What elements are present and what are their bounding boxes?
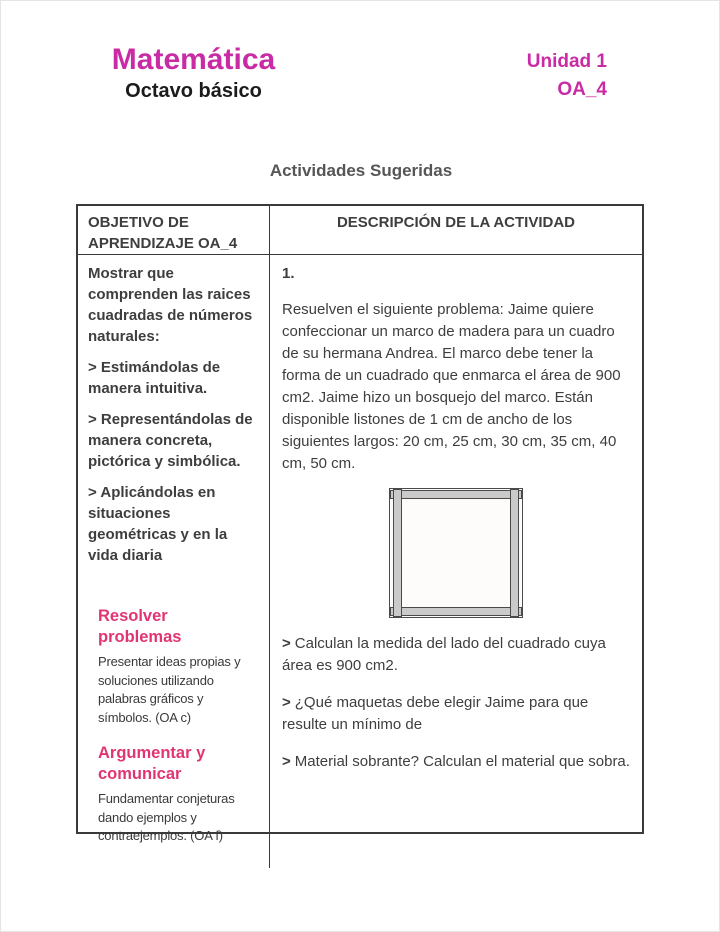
task-marker: > xyxy=(282,753,291,770)
skill-text-resolver-problemas: Presentar ideas propias y soluciones utilizando palabras gráficos y símbolos. (OA c) xyxy=(98,654,241,725)
frame-left-strip xyxy=(393,489,402,617)
task-text: Material sobrante? Calculan el material que sobra. xyxy=(294,753,630,770)
description-column-header: DESCRIPCIÓN DE LA ACTIVIDAD xyxy=(270,206,642,255)
objective-bullet: > Estimándolas de manera intuitiva. xyxy=(88,359,221,397)
task-marker: > xyxy=(282,694,291,711)
activity-cell xyxy=(270,255,642,868)
activity-task xyxy=(282,751,630,773)
frame-bottom-strip xyxy=(390,607,522,616)
oa-code: OA_4 xyxy=(557,79,607,100)
objective-bullet: > Representándolas de manera concreta, pictórica y simbólica. xyxy=(88,411,253,470)
section-title: Actividades Sugeridas xyxy=(269,161,453,180)
activity-task xyxy=(282,692,630,736)
unit-block xyxy=(527,48,607,104)
objective-cell xyxy=(78,255,270,868)
frame-right-strip xyxy=(510,489,519,617)
activity-task xyxy=(282,633,630,677)
objective-bullet: > Aplicándolas en situaciones geométricas y en la vida diaria xyxy=(88,484,228,564)
skills-section xyxy=(88,606,259,846)
activity-number: 1. xyxy=(282,265,295,282)
task-text: Calculan la medida del lado del cuadrado cuya área es 900 cm2. xyxy=(282,635,606,674)
skill-heading-argumentar-comunicar: Argumentar y comunicar xyxy=(98,744,206,783)
task-text: ¿Qué maquetas debe elegir Jaime para que resulte un mínimo de xyxy=(282,694,589,733)
subject-block xyxy=(96,43,291,103)
frame-top-strip xyxy=(390,490,522,499)
skill-heading-resolver-problemas: Resolver problemas xyxy=(98,607,182,646)
subject-title: Matemática xyxy=(111,43,276,76)
activity-problem-text: Resuelven el siguiente problema: Jaime quiere confeccionar un marco de madera para un cuadro de su hermana Andrea. El marco debe tener la forma de un cuadrado que enmarca el área de 900 cm2. Jaime hizo un bosquejo del marco. Están disponible listones de 1 cm de ancho de los siguientes largos: 20 cm, 25 cm, 30 cm, 35 cm, 40 cm, 50 cm. xyxy=(282,301,621,472)
skill-text-argumentar-comunicar: Fundamentar conjeturas dando ejemplos y contraejemplos. (OA f) xyxy=(98,791,235,843)
activities-table xyxy=(76,204,644,843)
grade-level: Octavo básico xyxy=(125,80,262,102)
objective-intro: Mostrar que comprenden las raices cuadradas de números naturales: xyxy=(88,265,253,345)
unit-label: Unidad 1 xyxy=(526,51,607,72)
objective-column-header: OBJETIVO DE APRENDIZAJE OA_4 xyxy=(78,206,270,255)
square-frame-figure xyxy=(389,488,523,618)
task-marker: > xyxy=(282,635,291,652)
